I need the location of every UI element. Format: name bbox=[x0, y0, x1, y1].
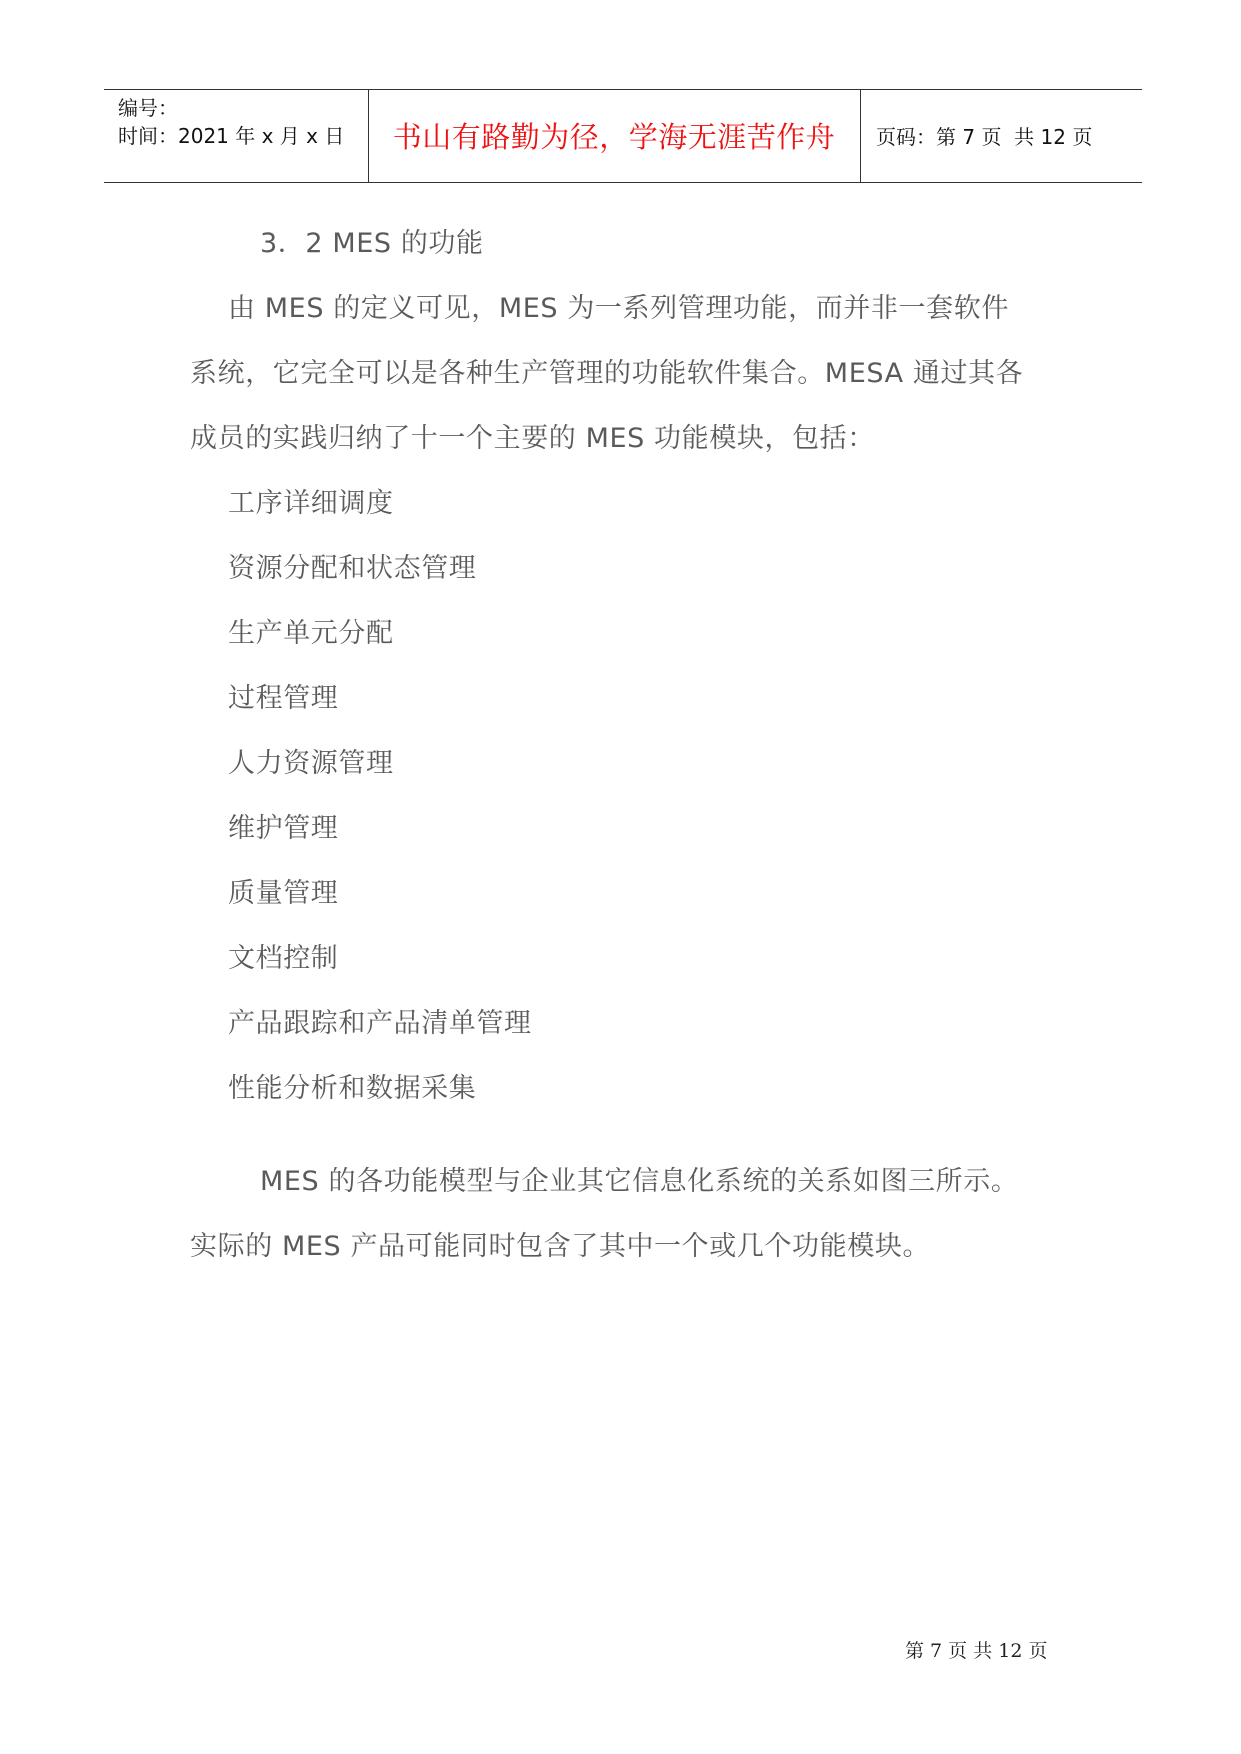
section-title: 3．2 MES 的功能 bbox=[260, 228, 484, 259]
page-footer: 第 7 页 共 12 页 bbox=[905, 1640, 1048, 1662]
function-item: 过程管理 bbox=[228, 683, 339, 714]
function-item: 资源分配和状态管理 bbox=[228, 553, 477, 584]
header-motto: 书山有路勤为径，学海无涯苦作舟 bbox=[392, 120, 836, 154]
function-item: 产品跟踪和产品清单管理 bbox=[228, 1008, 532, 1039]
intro-line-3: 成员的实践归纳了十一个主要的 MES 功能模块，包括： bbox=[190, 423, 875, 454]
function-item: 维护管理 bbox=[228, 813, 339, 844]
intro-line-2: 系统，它完全可以是各种生产管理的功能软件集合。MESA 通过其各 bbox=[190, 358, 1024, 389]
header-meta bbox=[118, 94, 344, 150]
header-page-info: 页码：第 7 页 共 12 页 bbox=[876, 125, 1093, 149]
closing-line-2: 实际的 MES 产品可能同时包含了其中一个或几个功能模块。 bbox=[190, 1231, 931, 1262]
closing-line-1: MES 的各功能模型与企业其它信息化系统的关系如图三所示。 bbox=[260, 1166, 1019, 1197]
function-item: 质量管理 bbox=[228, 878, 339, 909]
header-divider-right bbox=[860, 90, 861, 182]
function-item: 工序详细调度 bbox=[228, 488, 394, 519]
function-item: 生产单元分配 bbox=[228, 618, 394, 649]
header-number-label: 编号： bbox=[118, 96, 178, 120]
function-item: 文档控制 bbox=[228, 943, 339, 974]
function-item: 人力资源管理 bbox=[228, 748, 394, 779]
function-item: 性能分析和数据采集 bbox=[228, 1073, 477, 1104]
header-time-label: 时间：2021 年 x 月 x 日 bbox=[118, 124, 345, 148]
document-header bbox=[104, 89, 1142, 183]
intro-line-1: 由 MES 的定义可见，MES 为一系列管理功能，而并非一套软件 bbox=[228, 293, 1009, 324]
